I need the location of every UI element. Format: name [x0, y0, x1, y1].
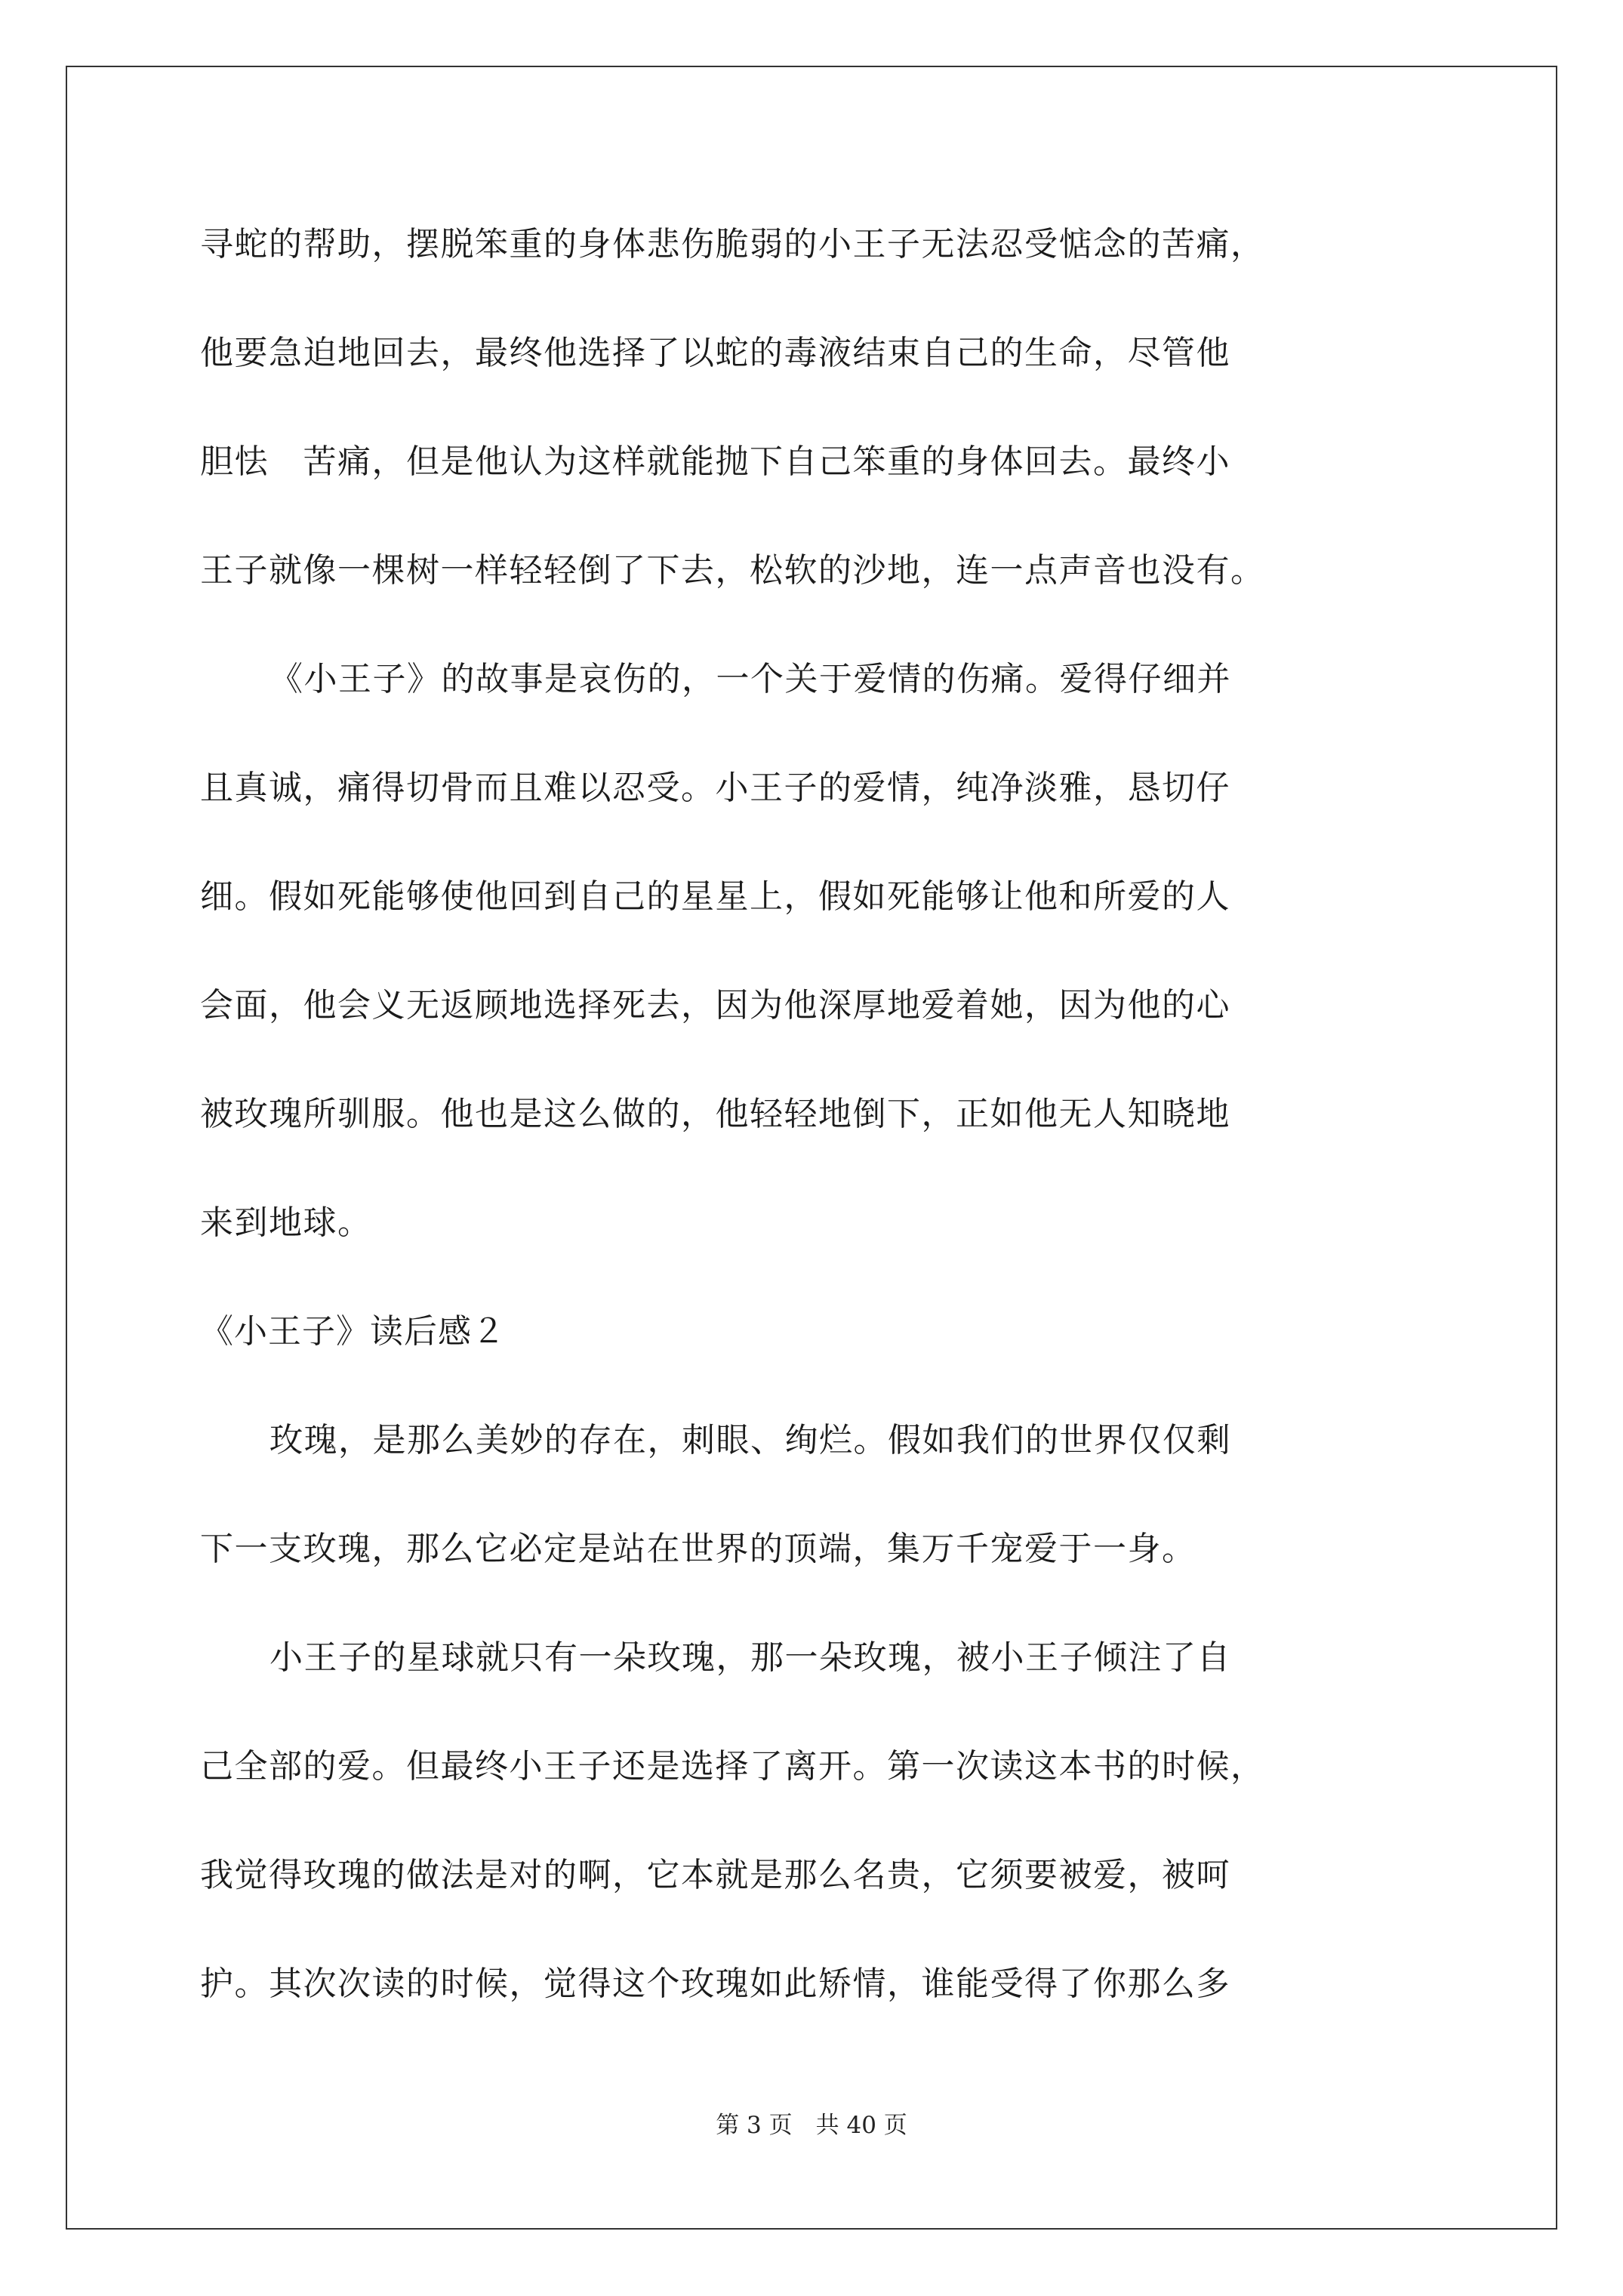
text-line: 己全部的爱。但最终小王子还是选择了离开。第一次读这本书的时候，	[200, 1747, 1265, 1786]
text-line: 下一支玫瑰，那么它必定是站在世界的顶端，集万千宠爱于一身。	[200, 1530, 1196, 1568]
paragraph-first-line: 《小王子》的故事是哀伤的，一个关于爱情的伤痛。爱得仔细并	[269, 660, 1231, 698]
text-line: 王子就像一棵树一样轻轻倒了下去，松软的沙地，连一点声音也没有。	[200, 551, 1265, 590]
text-line: 护。其次次读的时候，觉得这个玫瑰如此矫情，谁能受得了你那么多	[200, 1965, 1230, 2003]
text-line: 胆怯 苦痛，但是他认为这样就能抛下自己笨重的身体回去。最终小	[200, 442, 1230, 481]
text-line: 被玫瑰所驯服。他也是这么做的，他轻轻地倒下，正如他无人知晓地	[200, 1095, 1230, 1133]
text-line: 且真诚，痛得切骨而且难以忍受。小王子的爱情，纯净淡雅，恳切仔	[200, 769, 1230, 807]
section-heading: 《小王子》读后感２	[200, 1312, 506, 1351]
paragraph-first-line: 玫瑰，是那么美妙的存在，刺眼、绚烂。假如我们的世界仅仅剩	[269, 1421, 1231, 1459]
paragraph-first-line: 小王子的星球就只有一朵玫瑰，那一朵玫瑰，被小王子倾注了自	[269, 1638, 1231, 1677]
page-number-footer: 第 3 页 共 40 页	[716, 2112, 907, 2139]
text-line: 寻蛇的帮助，摆脱笨重的身体悲伤脆弱的小王子无法忍受惦念的苦痛，	[200, 225, 1265, 264]
text-line: 会面，他会义无返顾地选择死去，因为他深厚地爱着她，因为他的心	[200, 986, 1230, 1025]
text-line: 来到地球。	[200, 1203, 372, 1242]
text-line: 细。假如死能够使他回到自己的星星上，假如死能够让他和所爱的人	[200, 877, 1230, 916]
text-line: 他要急迫地回去，最终他选择了以蛇的毒液结束自己的生命，尽管他	[200, 334, 1230, 372]
text-line: 我觉得玫瑰的做法是对的啊，它本就是那么名贵，它须要被爱，被呵	[200, 1856, 1230, 1894]
document-body	[200, 190, 1438, 2039]
